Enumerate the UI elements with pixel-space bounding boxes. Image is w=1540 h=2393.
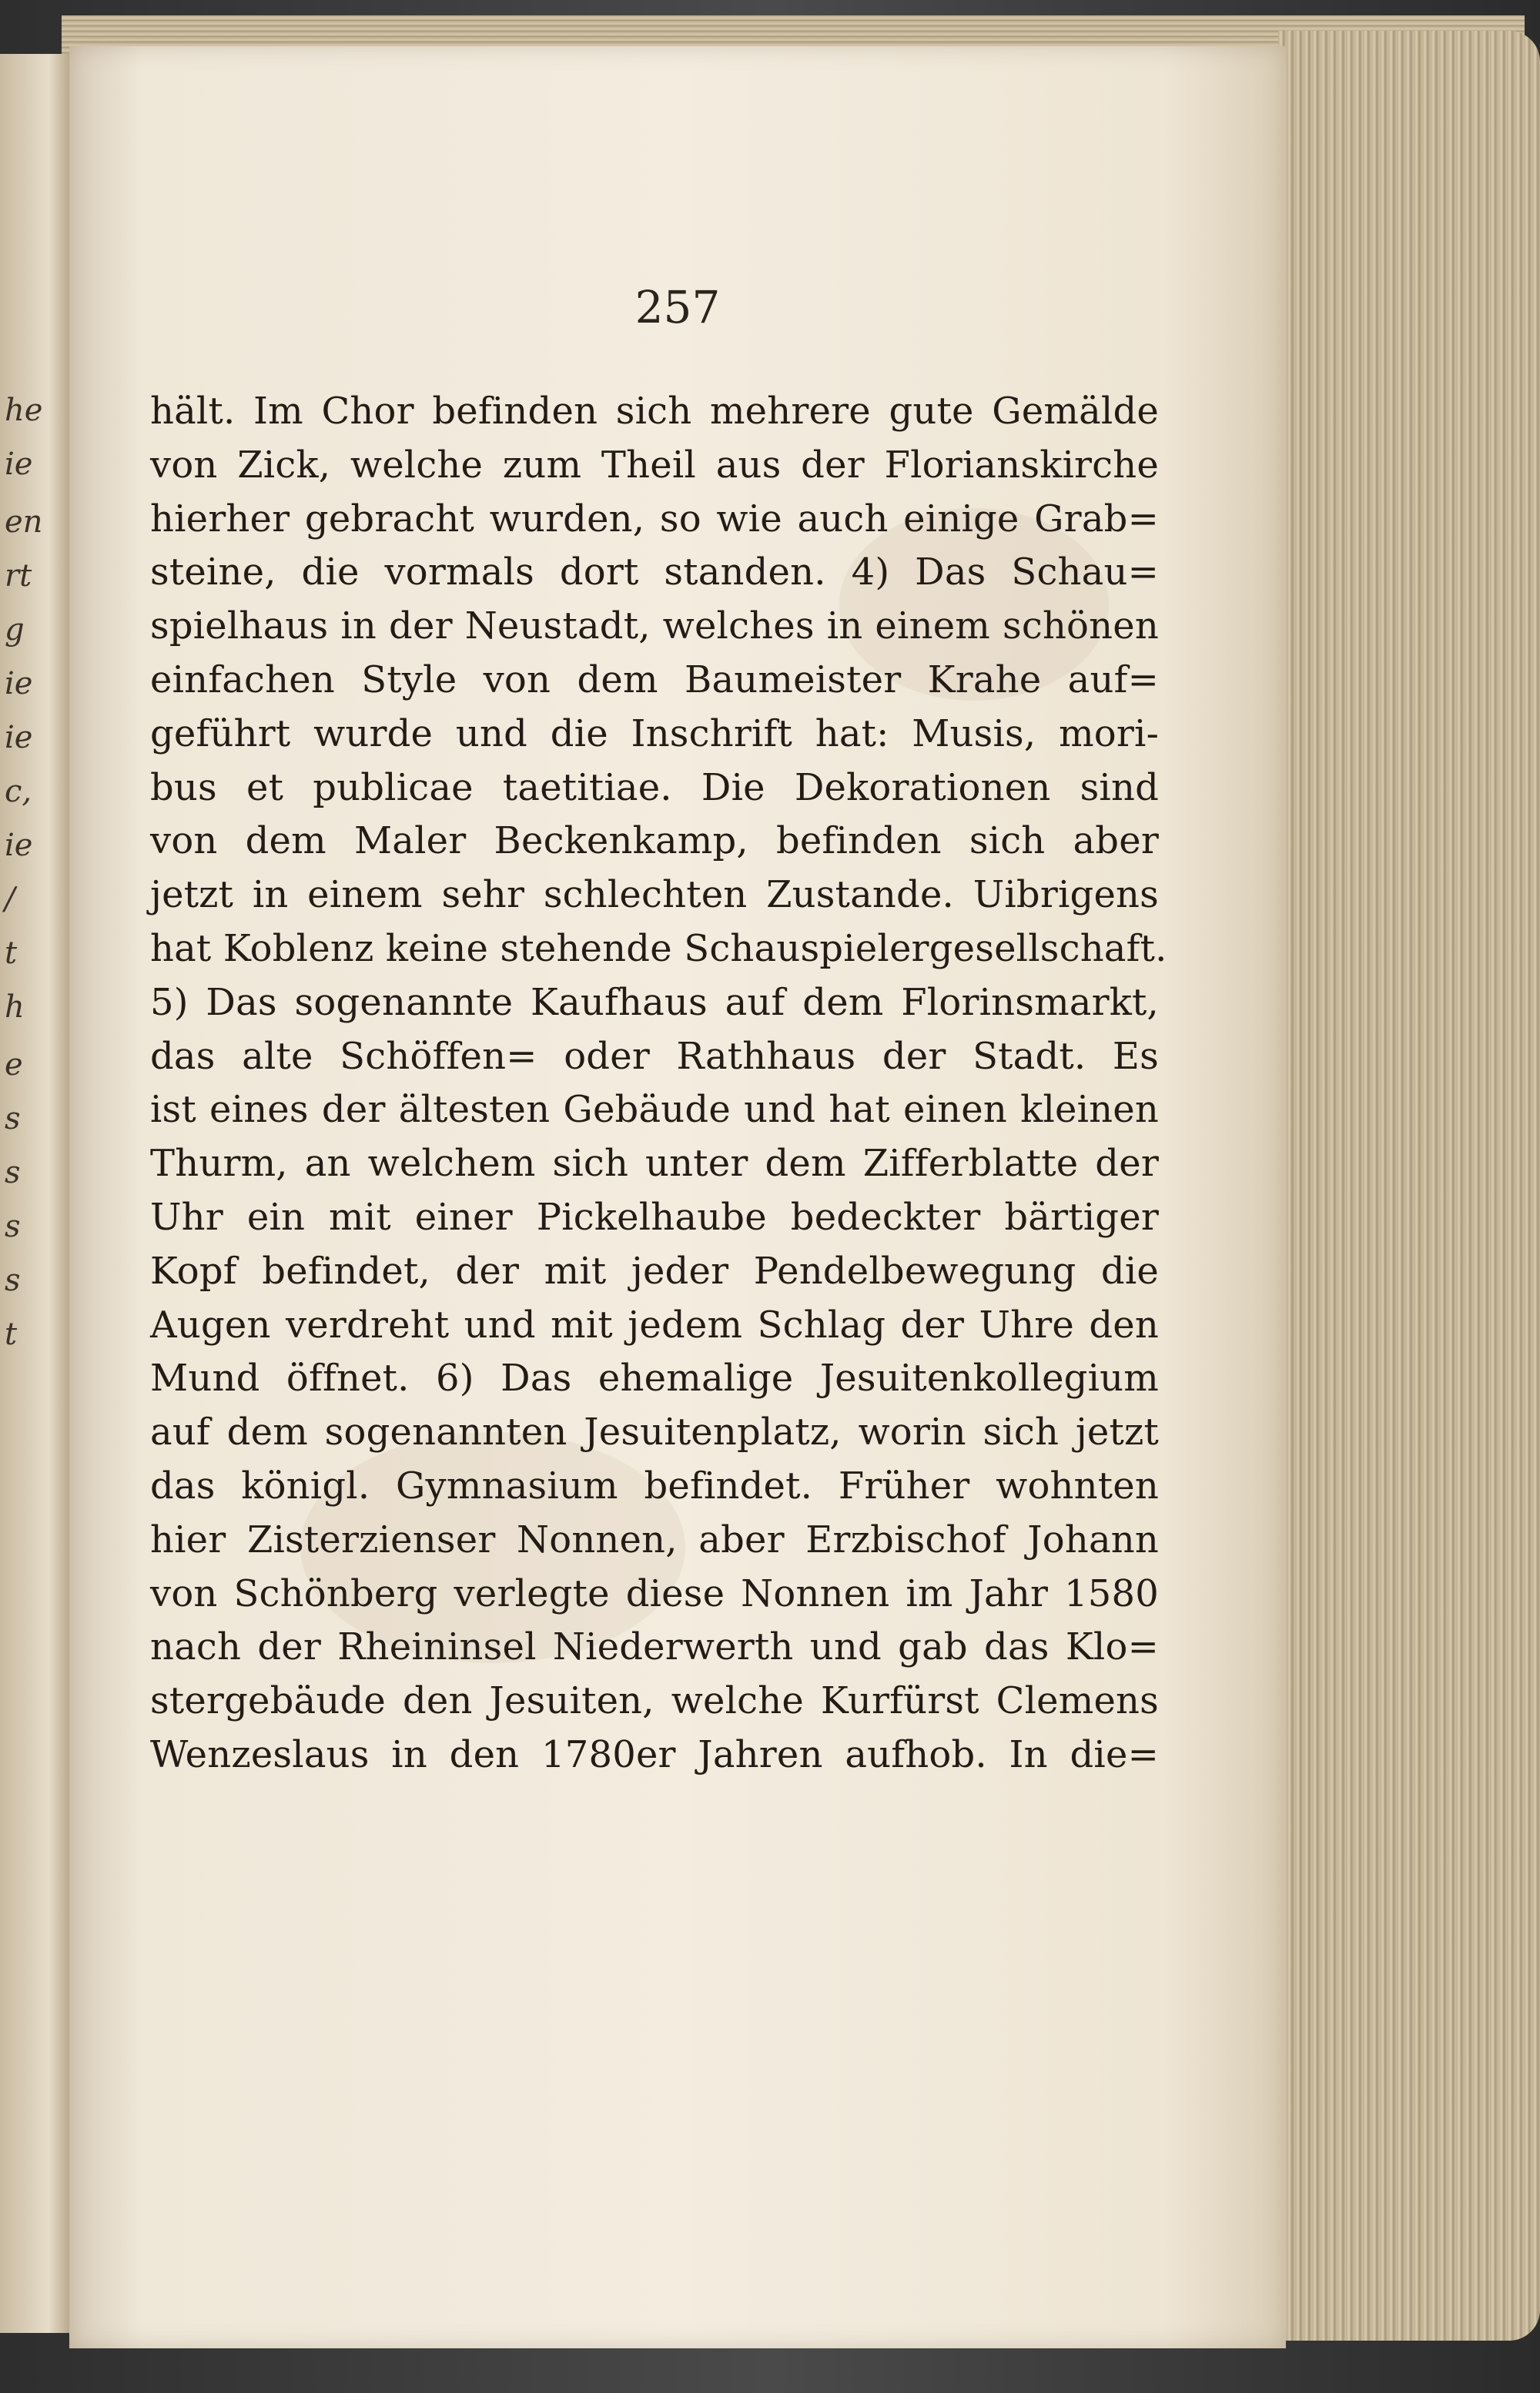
text-line: von Zick, welche zum Theil aus der Florianskirche (150, 443, 1159, 487)
text-line: Kopf befindet, der mit jeder Pendelbewegung die (150, 1249, 1159, 1293)
text-line: spielhaus in der Neustadt, welches in einem schönen (150, 604, 1159, 648)
text-line: Wenzeslaus in den 1780er Jahren aufhob. In die= (150, 1732, 1159, 1776)
text-line: bus et publicae taetitiae. Die Dekorationen sind (150, 765, 1159, 809)
text-line: jetzt in einem sehr schlechten Zustande. Uibrigens (150, 873, 1159, 917)
facing-page-fragment: he (5, 393, 43, 428)
page-block-fore-edge (1278, 31, 1540, 2341)
facing-page-fragment: s (5, 1155, 21, 1190)
facing-page-fragment: t (5, 1317, 18, 1352)
facing-page-fragment: ie (5, 828, 33, 863)
facing-page-fragment: ie (5, 666, 33, 701)
book-page (69, 46, 1286, 2348)
facing-page-fragment: s (5, 1101, 21, 1136)
text-line: Thurm, an welchem sich unter dem Zifferblatte der (150, 1142, 1159, 1186)
text-line: hält. Im Chor befinden sich mehrere gute Gemälde (150, 390, 1159, 433)
text-line: ist eines der ältesten Gebäude und hat einen kleinen (150, 1088, 1159, 1132)
text-line: Uhr ein mit einer Pickelhaube bedeckter bärtiger (150, 1195, 1159, 1239)
facing-page-fragment: / (5, 882, 15, 917)
facing-page-fragment: c, (5, 774, 32, 809)
text-line: das königl. Gymnasium befindet. Früher wohnten (150, 1464, 1159, 1508)
text-line: Mund öffnet. 6) Das ehemalige Jesuitenkollegium (150, 1357, 1159, 1401)
facing-page-fragment: en (5, 504, 43, 540)
text-line: hat Koblenz keine stehende Schauspielergesellschaft. (150, 926, 1167, 970)
text-line: das alte Schöffen= oder Rathhaus der Stadt. Es (150, 1034, 1159, 1078)
text-line: einfachen Style von dem Baumeister Krahe auf= (150, 658, 1159, 701)
text-line: geführt wurde und die Inschrift hat: Musis, mori- (150, 711, 1159, 755)
text-line: steine, die vormals dort standen. 4) Das Schau= (150, 551, 1159, 594)
facing-page-fragment: e (5, 1047, 23, 1083)
facing-page-fragment: h (5, 989, 25, 1025)
text-line: 5) Das sogenannte Kaufhaus auf dem Florinsmarkt, (150, 980, 1159, 1024)
facing-page-fragment: rt (5, 558, 32, 594)
text-line: hierher gebracht wurden, so wie auch einige Grab= (150, 497, 1159, 541)
text-line: nach der Rheininsel Niederwerth und gab das Klo= (150, 1625, 1159, 1669)
body-text (150, 385, 1167, 1782)
facing-page-fragment: s (5, 1263, 21, 1298)
text-line: Augen verdreht und mit jedem Schlag der Uhre den (150, 1303, 1159, 1347)
facing-page-fragment: t (5, 935, 18, 971)
facing-page-fragment: g (5, 612, 25, 648)
text-line: stergebäude den Jesuiten, welche Kurfürst Clemens (150, 1679, 1159, 1723)
facing-page-edge (0, 54, 69, 2333)
page-number: 257 (634, 281, 721, 333)
facing-page-fragment: ie (5, 447, 33, 482)
text-line: hier Zisterzienser Nonnen, aber Erzbischof Johann (150, 1518, 1159, 1561)
text-line: von dem Maler Beckenkamp, befinden sich aber (150, 819, 1159, 863)
text-line: von Schönberg verlegte diese Nonnen im Jahr 1580 (150, 1571, 1159, 1615)
text-line: auf dem sogenannten Jesuitenplatz, worin sich jetzt (150, 1411, 1159, 1454)
facing-page-fragment: s (5, 1209, 21, 1244)
facing-page-fragment: ie (5, 720, 33, 755)
